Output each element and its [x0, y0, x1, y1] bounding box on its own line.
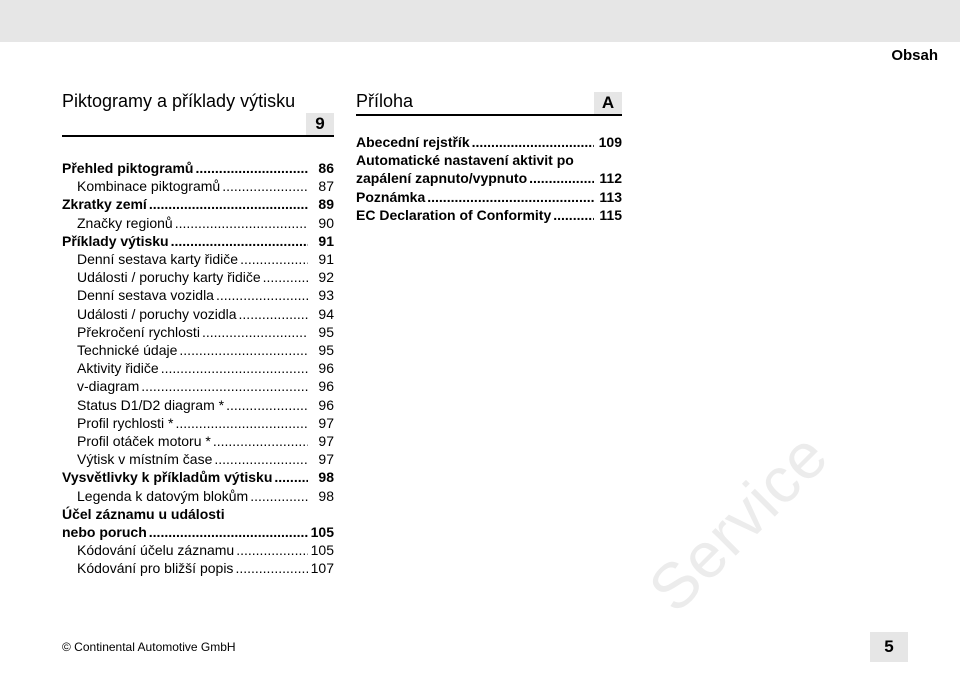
chapter-title: Piktogramy a příklady výtisku [62, 91, 296, 111]
dot-leader [175, 414, 308, 432]
toc-entry-page: 97 [318, 414, 334, 431]
dot-leader [216, 286, 308, 304]
toc-entry-title: Denní sestava karty řidiče [77, 251, 239, 268]
chapter-badge: A [594, 92, 622, 114]
toc-entry-page: 91 [318, 232, 334, 249]
toc-entry-page: 87 [318, 178, 334, 195]
dot-leader [274, 468, 308, 486]
toc-entry-title: Profil rychlosti * [77, 414, 174, 431]
toc-entry-page: 97 [318, 451, 334, 468]
dot-leader [427, 188, 594, 206]
toc-entry-title: Kombinace piktogramů [77, 178, 221, 195]
dot-leader [179, 341, 308, 359]
top-bar [0, 0, 960, 42]
chapter-heading [62, 90, 334, 137]
toc-entry-page: 89 [318, 196, 334, 213]
toc-entry[interactable] [356, 151, 622, 169]
toc-entry-title: Denní sestava vozidla [77, 287, 214, 304]
toc-entry-page: 96 [318, 396, 334, 413]
toc-entry[interactable] [62, 250, 334, 268]
toc-entry[interactable] [356, 169, 622, 187]
toc-entry-page: 112 [599, 170, 622, 187]
toc-entry-title: Vysvětlivky k příkladům výtisku [62, 469, 273, 486]
chapter-badge: 9 [306, 113, 334, 135]
dot-leader [472, 133, 594, 151]
dot-leader [236, 541, 308, 559]
dot-leader [195, 159, 308, 177]
toc-entry-title: nebo poruch [62, 524, 147, 541]
toc-entry-page: 95 [318, 342, 334, 359]
toc-entry-title: Legenda k datovým blokům [77, 487, 249, 504]
toc-entry-page: 91 [318, 251, 334, 268]
dot-leader [214, 450, 308, 468]
toc-entry-title: Zkratky zemí [62, 196, 147, 213]
toc-entry[interactable] [62, 305, 334, 323]
toc-entry-page: 90 [318, 214, 334, 231]
toc-entry[interactable] [62, 414, 334, 432]
toc-entry[interactable] [62, 523, 334, 541]
toc-entry[interactable] [356, 206, 622, 224]
toc-column-pictograms [62, 90, 334, 578]
toc-entry-page: 105 [310, 542, 334, 559]
dot-leader [263, 268, 308, 286]
toc-entry-title: v-diagram [77, 378, 140, 395]
toc-entry-title: Poznámka [356, 188, 426, 205]
toc-entry-page: 105 [310, 524, 334, 541]
toc-entry[interactable] [62, 359, 334, 377]
watermark: Service [634, 418, 842, 626]
dot-leader [175, 214, 308, 232]
toc-entry-title: Účel záznamu u události [62, 505, 225, 522]
toc-entry-title: Příklady výtisku [62, 232, 169, 249]
toc-entry[interactable] [62, 286, 334, 304]
dot-leader [553, 206, 594, 224]
toc-entry[interactable] [62, 159, 334, 177]
toc-entry-page: 97 [318, 433, 334, 450]
toc-list [356, 133, 622, 224]
toc-entry[interactable] [62, 177, 334, 195]
dot-leader [141, 377, 308, 395]
toc-entry[interactable] [62, 487, 334, 505]
toc-entry-page: 93 [318, 287, 334, 304]
toc-entry[interactable] [356, 133, 622, 151]
toc-entry[interactable] [62, 541, 334, 559]
toc-entry-title: Značky regionů [77, 214, 173, 231]
toc-entry-page: 113 [599, 188, 622, 205]
toc-entry[interactable] [62, 432, 334, 450]
toc-entry-title: Přehled piktogramů [62, 160, 194, 176]
dot-leader [250, 487, 308, 505]
dot-leader [222, 177, 308, 195]
toc-entry-page: 95 [318, 323, 334, 340]
toc-entry[interactable] [62, 195, 334, 213]
footer-copyright: © Continental Automotive GmbH [62, 640, 236, 654]
toc-entry-title: Události / poruchy vozidla [77, 305, 237, 322]
dot-leader [161, 359, 308, 377]
page-number: 5 [870, 632, 908, 662]
section-label: Obsah [891, 47, 938, 64]
dot-leader [149, 195, 308, 213]
toc-entry-page: 98 [318, 487, 334, 504]
toc-entry-page: 96 [318, 360, 334, 377]
dot-leader [202, 323, 308, 341]
toc-entry[interactable] [62, 450, 334, 468]
toc-entry-title: Výtisk v místním čase [77, 451, 213, 468]
dot-leader [239, 305, 308, 323]
toc-entry[interactable] [62, 559, 334, 577]
toc-entry-title: Události / poruchy karty řidiče [77, 269, 261, 286]
toc-entry-page: 86 [318, 160, 334, 176]
toc-entry-page: 92 [318, 269, 334, 286]
toc-entry-title: Kódování účelu záznamu [77, 542, 235, 559]
dot-leader [171, 232, 308, 250]
toc-entry-title: Technické údaje [77, 342, 178, 359]
toc-entry-title: Aktivity řidiče [77, 360, 159, 377]
toc-list [62, 159, 334, 578]
toc-entry[interactable] [62, 232, 334, 250]
toc-entry-title: Automatické nastavení aktivit po [356, 152, 574, 169]
toc-entry-page: 109 [598, 134, 622, 150]
toc-entry-page: 98 [318, 469, 334, 486]
toc-column-appendix [356, 90, 622, 224]
dot-leader [235, 559, 308, 577]
chapter-title: Příloha [356, 91, 414, 111]
toc-entry[interactable] [62, 468, 334, 486]
toc-entry-page: 94 [318, 305, 334, 322]
dot-leader [213, 432, 308, 450]
toc-entry[interactable] [62, 268, 334, 286]
dot-leader [149, 523, 308, 541]
toc-entry-title: Překročení rychlosti [77, 323, 200, 340]
chapter-heading [356, 90, 622, 116]
toc-entry[interactable] [62, 396, 334, 414]
dot-leader [226, 396, 308, 414]
toc-entry[interactable] [62, 341, 334, 359]
toc-entry-title: Profil otáček motoru * [77, 433, 211, 450]
toc-entry-title: zapálení zapnuto/vypnuto [356, 170, 528, 187]
toc-entry[interactable] [62, 377, 334, 395]
toc-entry-page: 115 [599, 206, 622, 223]
toc-entry-title: Kódování pro bližší popis [77, 560, 234, 577]
toc-entry-page: 107 [310, 560, 334, 577]
dot-leader [240, 250, 308, 268]
toc-entry-title: Abecední rejstřík [356, 134, 470, 150]
toc-entry-page: 96 [318, 378, 334, 395]
toc-entry[interactable] [62, 323, 334, 341]
dot-leader [529, 169, 594, 187]
toc-entry[interactable] [356, 188, 622, 206]
toc-entry[interactable] [62, 505, 334, 523]
toc-entry-title: Status D1/D2 diagram * [77, 396, 225, 413]
toc-entry[interactable] [62, 214, 334, 232]
toc-entry-title: EC Declaration of Conformity [356, 206, 552, 223]
